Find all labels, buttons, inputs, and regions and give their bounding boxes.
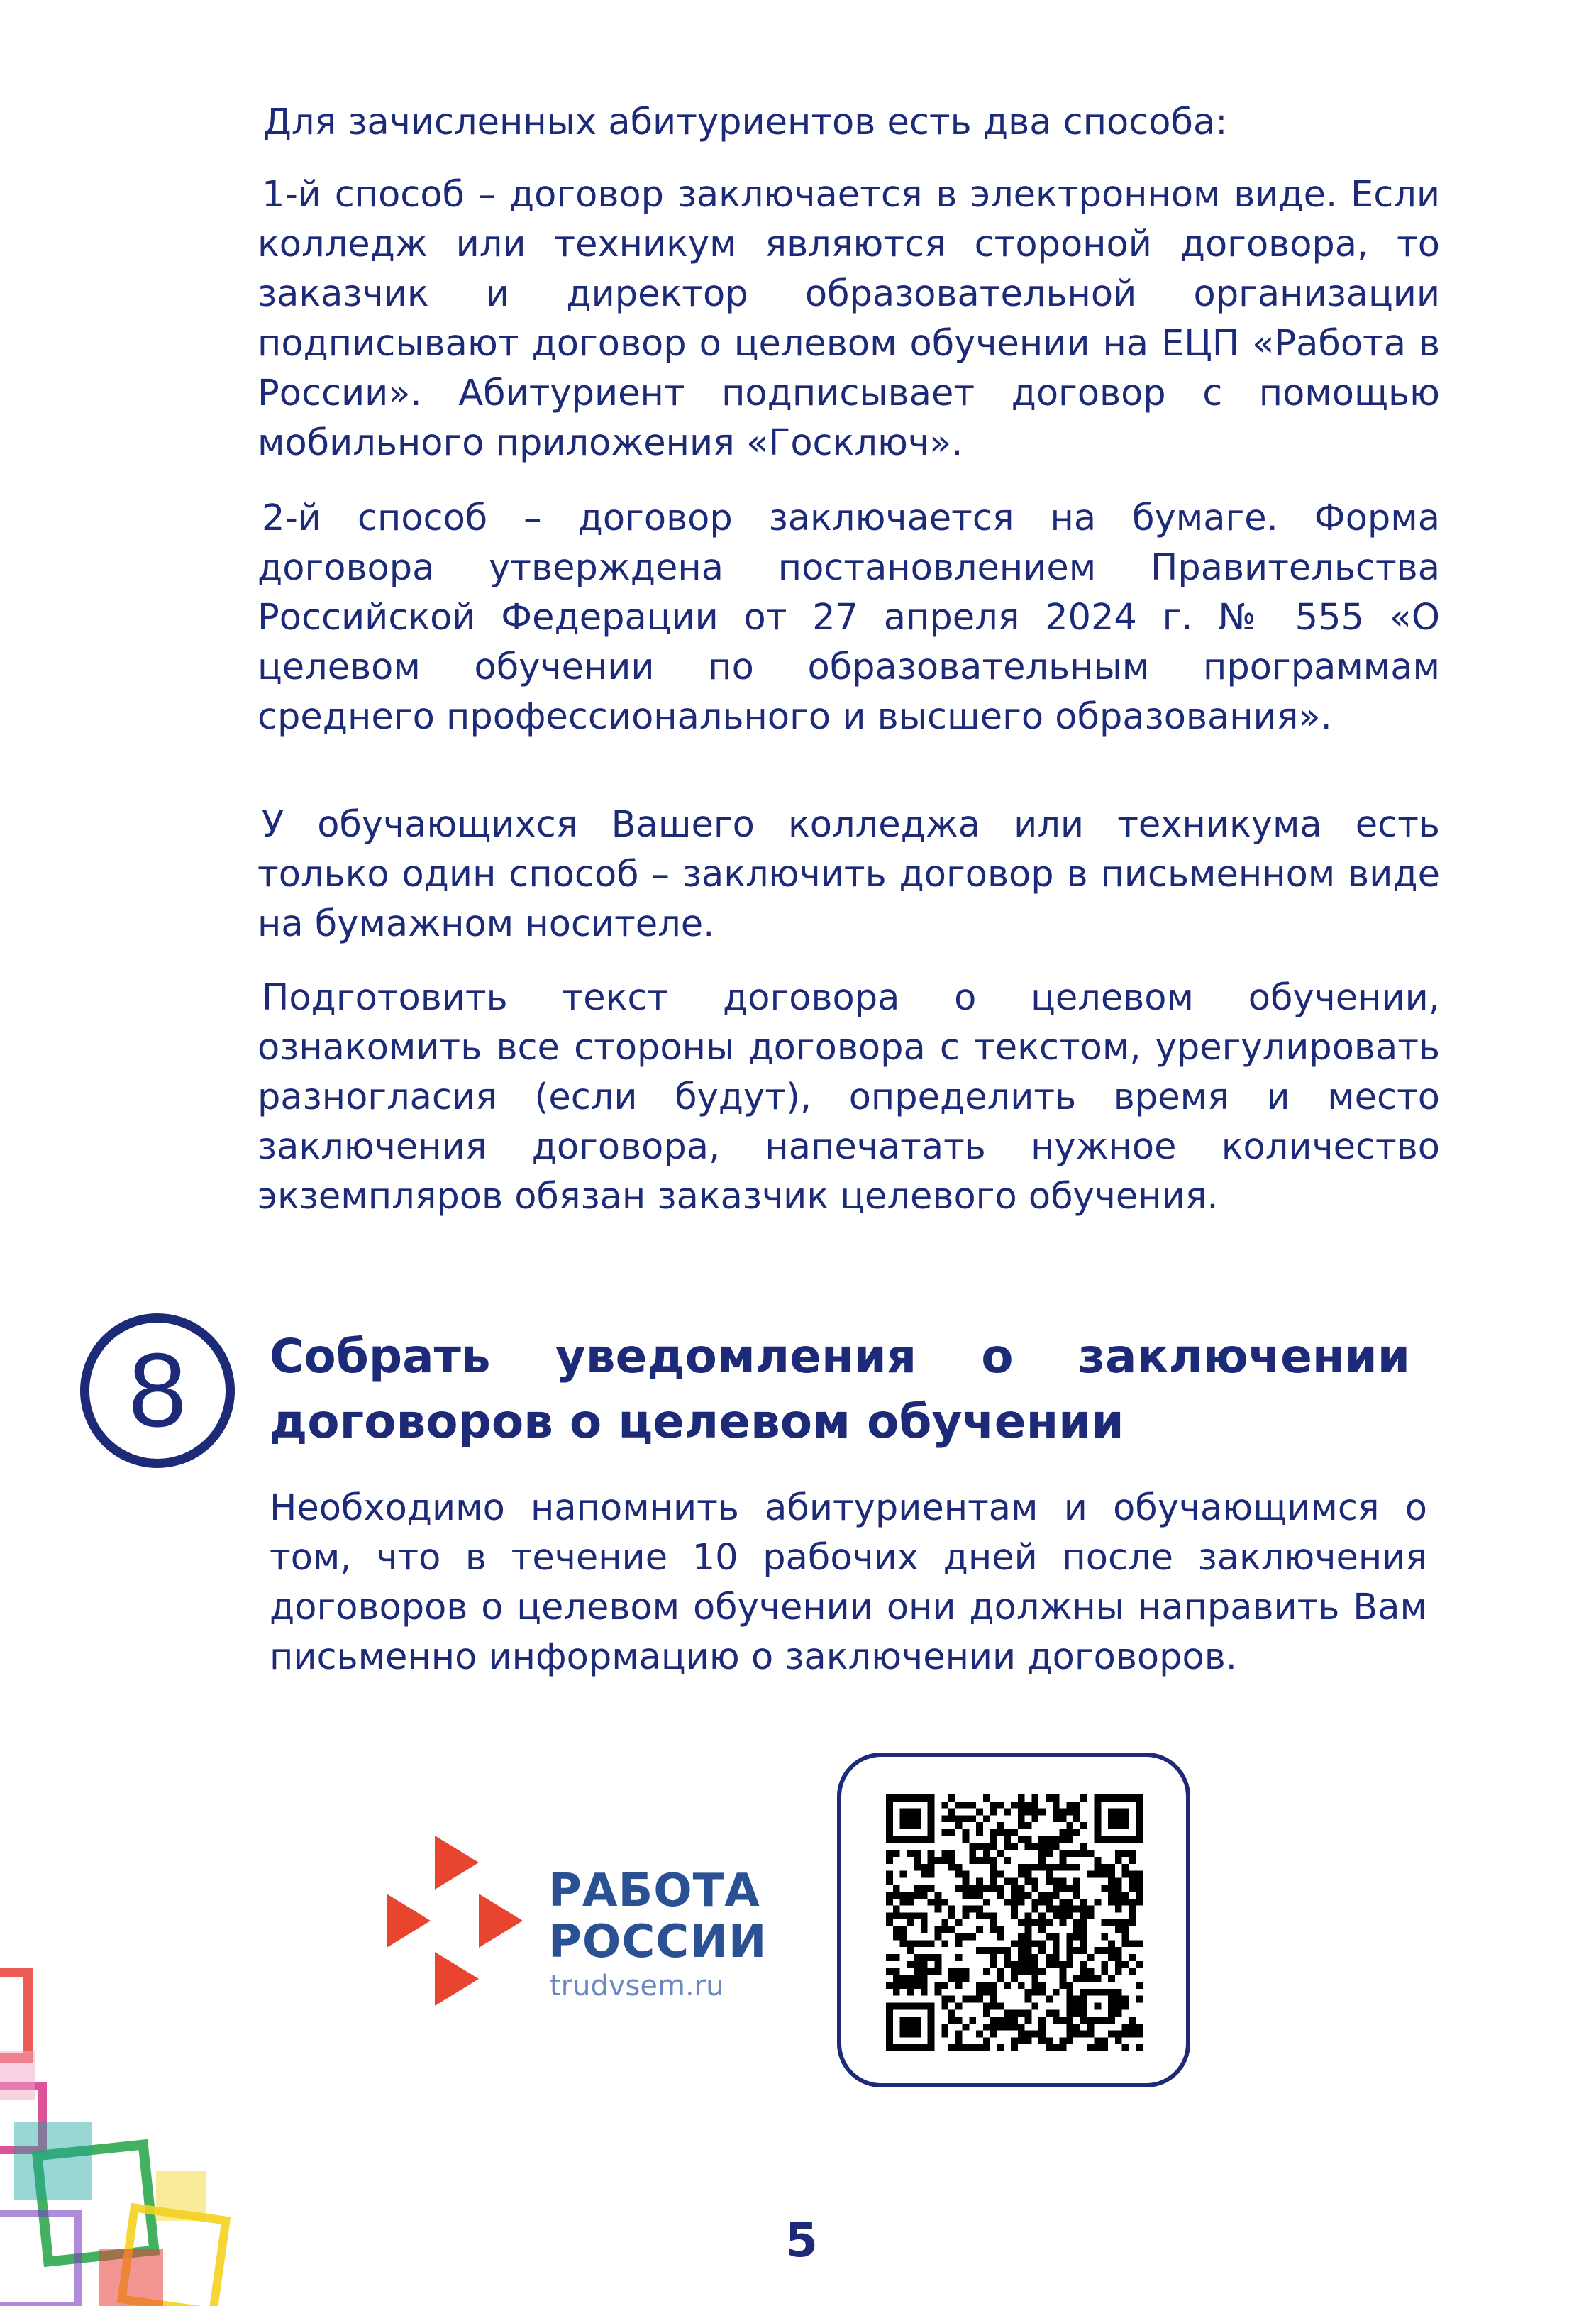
qr-code-icon (886, 1794, 1143, 2051)
step-description: Необходимо напомнить абитуриентам и обучающимся о том, что в течение 10 рабочих дней после заключения договоров о целевом обучении они должны направить Вам письменно информацию о заключении договоров. (270, 1487, 1427, 1678)
rabota-rossii-logo-icon (387, 1836, 528, 2006)
step-title: Собрать уведомления о заключении договоров о целевом обучении (270, 1329, 1410, 1449)
page-number: 5 (785, 2213, 818, 2268)
rabota-rossii-logo[interactable] (387, 1836, 770, 2006)
decorative-squares (0, 1944, 255, 2306)
paper-way-paragraph: 2-й способ – договор заключается на бумаге. Форма договора утверждена постановлением Правительства Российской Федерации от 27 апреля 2024 г. № 555 «О целевом обучении по образовательным программам среднего профессионального и высшего образования». (257, 497, 1440, 738)
electronic-way-paragraph: 1-й способ – договор заключается в электронном виде. Если колледж или техникум являются стороной договора, то заказчик и директор образовательной организации подписывают договор о целевом обучении на ЕЦП «Работа в России». Абитуриент подписывает договор с помощью мобильного приложения «Госключ». (257, 174, 1440, 464)
step-number-badge (80, 1313, 235, 1468)
logo-text-line2: РОССИИ (548, 1916, 767, 1968)
preparation-paragraph: Подготовить текст договора о целевом обучении, ознакомить все стороны договора с текстом, урегулировать разногласия (если будут), определить время и место заключения договора, напечатать нужное количество экземпляров обязан заказчик целевого обучения. (257, 977, 1440, 1218)
qr-card[interactable] (837, 1753, 1190, 2087)
logo-text-line1: РАБОТА (548, 1865, 760, 1917)
intro-paragraph: Для зачисленных абитуриентов есть два способа: (263, 101, 1228, 143)
students-paragraph: У обучающихся Вашего колледжа или техникума есть только один способ – заключить договор в письменном виде на бумажном носителе. (257, 804, 1440, 945)
logo-url[interactable]: trudvsem.ru (550, 1970, 724, 2002)
step-number: 8 (128, 1332, 187, 1449)
